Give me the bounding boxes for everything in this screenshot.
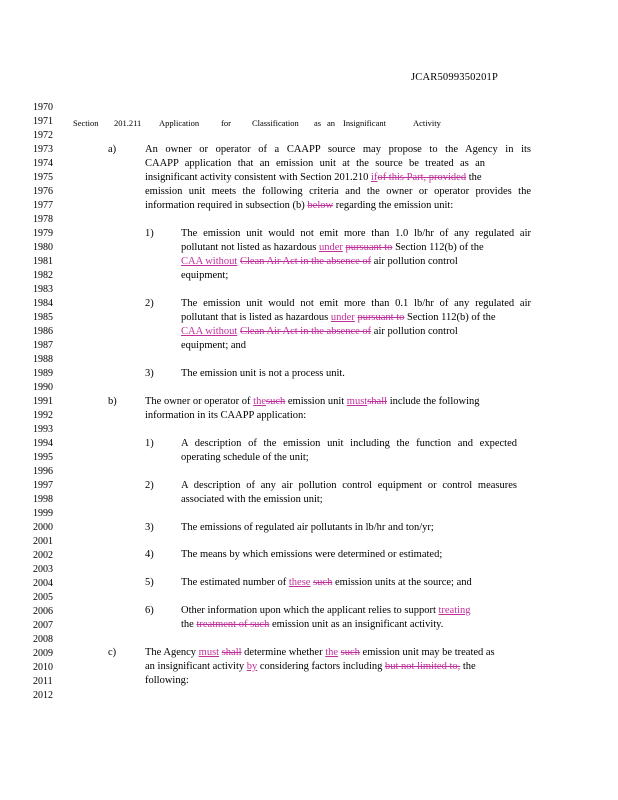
inserted-text: CAA without [181,256,238,267]
inserted-text: the [253,396,266,407]
inserted-text: under [330,312,355,323]
line-number: 1997 [33,480,53,491]
line-number: 1999 [33,508,53,519]
paragraph-line [181,618,443,632]
line-number: 1980 [33,242,53,253]
deleted-text: Clean Air Act in the absence of [239,326,372,337]
paragraph-line [181,576,472,590]
text: regarding the emission unit: [335,200,454,211]
section-heading-word: Application [159,118,200,128]
deleted-text: pursuant to [357,312,405,323]
text: Other information upon which the applicant relies to support [181,605,436,616]
line-number: 1970 [33,102,53,113]
paragraph-line [145,395,531,409]
text: considering factors including [259,661,383,672]
text: pollutant not listed as hazardous [181,242,317,253]
paragraph-line [181,311,531,325]
paragraph-line: A description of the emission unit including the function and expected [181,438,517,449]
inserted-text: these [288,577,311,588]
text: determine whether [244,647,323,658]
line-number: 2002 [33,550,53,561]
line-number: 1978 [33,214,53,225]
line-number: 1990 [33,382,53,393]
text: the [468,172,482,183]
text: the [181,619,194,630]
line-number: 1996 [33,466,53,477]
paragraph-line: The emissions of regulated air pollutants in lb/hr and ton/yr; [181,522,434,533]
line-number: 1994 [33,438,53,449]
line-number: 2003 [33,564,53,575]
text: The owner or operator of [145,396,251,407]
deleted-text: such [266,396,286,407]
section-heading-word: for [221,118,231,128]
inserted-text: under [318,242,343,253]
line-number: 1992 [33,410,53,421]
paragraph-line [181,241,531,255]
line-number: 1995 [33,452,53,463]
text: air pollution control [373,326,458,337]
item-number: 6) [145,605,154,616]
paragraph-line [145,660,531,674]
deleted-text: but not limited to, [384,661,461,672]
item-number: 1) [145,228,154,239]
deleted-text: pursuant to [345,242,393,253]
paragraph-line [181,325,531,339]
line-number: 2000 [33,522,53,533]
line-number: 1971 [33,116,53,127]
line-number: 1991 [33,396,53,407]
paragraph-line [145,171,531,185]
section-heading-word: Classification [252,118,299,128]
text: The Agency [145,647,197,658]
paragraph-line: CAAPP application that an emission unit at the source be treated as an [145,158,485,169]
text: emission unit as an insignificant activity. [271,619,444,630]
text: The estimated number of [181,577,287,588]
item-number: 2) [145,480,154,491]
item-number: 2) [145,298,154,309]
text: emission unit [287,396,345,407]
line-number: 1989 [33,368,53,379]
paragraph-line: equipment; [181,270,229,281]
inserted-text: if [371,172,378,183]
deleted-text: of this Part, provided [377,172,467,183]
line-number: 1982 [33,270,53,281]
section-heading-word: Activity [413,118,441,128]
line-number: 1972 [33,130,53,141]
paragraph-line: following: [145,675,189,686]
paragraph-line: operating schedule of the unit; [181,452,309,463]
text: emission units at the source; and [334,577,472,588]
subsection-label: b) [108,396,117,407]
inserted-text: treating [438,605,471,616]
deleted-text: treatment of such [196,619,270,630]
item-number: 3) [145,368,154,379]
line-number: 2005 [33,592,53,603]
line-number: 2010 [33,662,53,673]
paragraph-line: An owner or operator of a CAAPP source may propose to the Agency in its [145,144,531,155]
paragraph-line: information in its CAAPP application: [145,410,307,421]
line-number: 1974 [33,158,53,169]
deleted-text: shall [367,396,388,407]
text: insignificant activity consistent with Section 201.210 [145,172,369,183]
subsection-label: a) [108,144,117,155]
paragraph-line: equipment; and [181,340,247,351]
paragraph-line: emission unit meets the following criteria and the owner or operator provides the [145,186,531,197]
text: the [462,661,476,672]
paragraph-line [181,604,471,618]
text: Section 112(b) of the [395,242,484,253]
deleted-text: Clean Air Act in the absence of [239,256,372,267]
line-number: 1985 [33,312,53,323]
paragraph-line [181,255,531,269]
line-number: 2012 [33,690,53,701]
item-number: 5) [145,577,154,588]
text: an insignificant activity [145,661,245,672]
inserted-text: by [246,661,258,672]
paragraph-line: The means by which emissions were determined or estimated; [181,549,443,560]
line-number: 1976 [33,186,53,197]
inserted-text: must [198,647,220,658]
text: pollutant that is listed as hazardous [181,312,329,323]
section-number: 201.211 [114,118,142,128]
line-number: 1981 [33,256,53,267]
section-heading-word: Insignificant [343,118,386,128]
paragraph-line [145,199,531,213]
deleted-text: shall [221,647,242,658]
line-number: 2009 [33,648,53,659]
line-number: 1975 [33,172,53,183]
text: include the following [389,396,480,407]
paragraph-line: The emission unit would not emit more than 0.1 lb/hr of any regulated air [181,298,531,309]
deleted-text: below [307,200,334,211]
inserted-text: must [346,396,368,407]
item-number: 1) [145,438,154,449]
section-heading-word: an [327,118,336,128]
paragraph-line: associated with the emission unit; [181,494,323,505]
inserted-text: CAA without [181,326,238,337]
text: emission unit may be treated as [362,647,495,658]
line-number: 1986 [33,326,53,337]
line-number: 2007 [33,620,53,631]
text: air pollution control [373,256,458,267]
document-id: JCAR5099350201P [411,72,499,83]
subsection-label: c) [108,647,117,658]
line-number: 1984 [33,298,53,309]
line-number: 2008 [33,634,53,645]
line-number: 1977 [33,200,53,211]
deleted-text: such [313,577,333,588]
line-number: 1979 [33,228,53,239]
paragraph-line [145,646,531,660]
line-number: 1988 [33,354,53,365]
line-number: 2004 [33,578,53,589]
line-number: 1998 [33,494,53,505]
line-number: 1973 [33,144,53,155]
line-number: 1987 [33,340,53,351]
text: information required in subsection (b) [145,200,305,211]
inserted-text: the [325,647,339,658]
line-number: 1983 [33,284,53,295]
section-heading-word: Section [73,118,99,128]
line-number: 2001 [33,536,53,547]
text: Section 112(b) of the [407,312,496,323]
section-heading-word: as [314,118,322,128]
paragraph-line: The emission unit would not emit more than 1.0 lb/hr of any regulated air [181,228,531,239]
paragraph-line: A description of any air pollution control equipment or control measures [181,480,517,491]
deleted-text: such [340,647,360,658]
paragraph-line: The emission unit is not a process unit. [181,368,345,379]
line-number: 1993 [33,424,53,435]
item-number: 4) [145,549,154,560]
line-number: 2011 [33,676,53,687]
line-number: 2006 [33,606,53,617]
item-number: 3) [145,522,154,533]
